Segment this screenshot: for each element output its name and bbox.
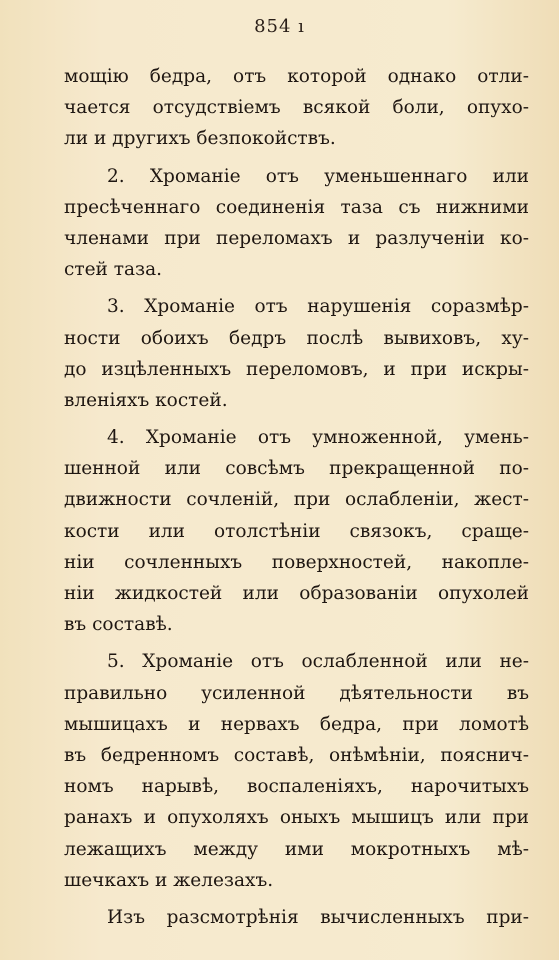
text-line: движности сочленій, при ослабленіи, жест- [64,489,529,511]
text-line: лежащихъ между ими мокротныхъ мѣ- [64,838,529,860]
text-line: ности обоихъ бедръ послѣ вывиховъ, ху- [64,327,529,349]
text-line: вленіяхъ костей. [64,389,228,411]
text-line: кости или отолстѣніи связокъ, сраще- [64,520,529,542]
text-line: членами при переломахъ и разлученіи ко- [64,227,529,249]
text-line: правильно усиленной дѣятельности въ [64,682,529,704]
text-line: мышицахъ и нервахъ бедра, при ломотѣ [64,713,529,735]
text-line: ніи сочленныхъ поверхностей, накопле- [64,551,529,573]
text-line: номъ нарывѣ, воспаленіяхъ, нарочитыхъ [64,776,529,798]
text-line: пресѣченнаго соединенія таза съ нижними [64,196,529,218]
text-line: Изъ разсмотрѣнія вычисленныхъ при- [107,906,529,928]
text-line: ли и другихъ безпокойствъ. [64,128,336,150]
text-line: шечкахъ и железахъ. [64,869,274,891]
text-line: ранахъ и опухоляхъ оныхъ мышицъ или при [64,807,529,829]
text-line: шенной или совсѣмъ прекращенной по- [64,458,529,480]
text-line: 2. Хроманіе отъ уменьшеннаго или [107,165,529,187]
text-line: до изцѣленныхъ переломовъ, и при искры- [64,358,529,380]
text-line: 4. Хроманіе отъ умноженной, умень- [107,427,529,449]
text-line: въ бедренномъ составѣ, онѣмѣніи, пояснич- [64,744,529,766]
page-number: 854 ı [254,16,305,37]
text-line: въ составѣ. [64,614,173,636]
text-line: стей таза. [64,259,163,281]
text-line: 5. Хроманіе отъ ослабленной или не- [107,651,529,673]
text-line: мощію бедра, отъ которой однако отли- [64,66,529,87]
text-line: 3. Хроманіе отъ нарушенія соразмѣр- [107,296,529,318]
page-text [64,61,529,933]
text-line: ніи жидкостей или образованіи опухолей [64,583,529,604]
text-line: чается отсудствіемъ всякой боли, опухо- [64,97,529,119]
